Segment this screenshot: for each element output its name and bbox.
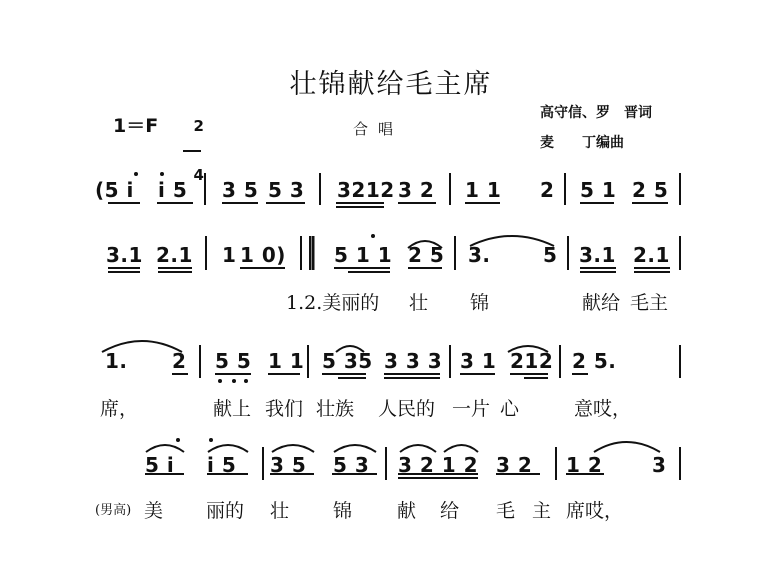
lyric: 一片 bbox=[452, 398, 491, 420]
lyric: 献 bbox=[397, 500, 417, 522]
slur bbox=[272, 445, 314, 452]
key-signature: 1＝F bbox=[113, 115, 159, 137]
notes-measure: 2 bbox=[540, 178, 555, 202]
notes-measure: i 5 bbox=[158, 178, 188, 202]
notes-measure: 5 5 bbox=[215, 349, 252, 373]
notes-measure: 5 35 bbox=[322, 349, 373, 373]
time-numerator: 2 bbox=[193, 117, 204, 135]
notes-measure: 3.1 bbox=[106, 243, 143, 267]
notes-measure: 5 3 bbox=[268, 178, 305, 202]
notes-measure: 5 1 1 bbox=[334, 243, 393, 267]
slur bbox=[594, 442, 660, 452]
notes-measure: 3 bbox=[652, 453, 667, 477]
slur bbox=[208, 445, 248, 452]
lyric: 锦 bbox=[333, 500, 353, 522]
notes-measure: 1 1 bbox=[465, 178, 502, 202]
lyric: 壮 bbox=[270, 500, 290, 522]
lyric: 壮族 bbox=[316, 398, 355, 420]
notes-measure: 3. bbox=[468, 243, 491, 267]
notes-measure: 2 5 bbox=[632, 178, 669, 202]
composer-credit: 麦 丁编曲 bbox=[540, 135, 624, 151]
notes-measure: 3 2 1 2 bbox=[398, 453, 479, 477]
lyric: 意哎， bbox=[574, 398, 632, 420]
lyric: 主 bbox=[532, 500, 552, 522]
lyric: 锦 bbox=[470, 292, 490, 314]
slur bbox=[146, 445, 184, 452]
song-title: 壮锦献给毛主席 bbox=[289, 69, 493, 100]
lyric: 心 bbox=[500, 398, 520, 420]
lyricist-credit: 高守信、罗 晋词 bbox=[540, 105, 652, 121]
notes-measure: 5 1 bbox=[580, 178, 617, 202]
notes-measure: 1. bbox=[105, 349, 128, 373]
slur bbox=[444, 445, 478, 452]
notes-measure: 3.1 bbox=[579, 243, 616, 267]
lyric: 毛主 bbox=[630, 292, 669, 314]
notes-measure: 2 bbox=[172, 349, 187, 373]
notes-measure: 3 2 bbox=[398, 178, 435, 202]
lyric: 席哎， bbox=[566, 500, 624, 522]
slur bbox=[334, 445, 376, 452]
lyric: 壮 bbox=[409, 292, 429, 314]
notes-measure: 1 bbox=[222, 243, 237, 267]
slur bbox=[400, 445, 436, 452]
voice-label: (男高) bbox=[95, 503, 132, 518]
notes-measure: 3 1 bbox=[460, 349, 497, 373]
notes-measure: 2.1 bbox=[633, 243, 670, 267]
notes-measure: 3 3 3 bbox=[384, 349, 443, 373]
lyric: 人民的 bbox=[378, 398, 436, 420]
notes-measure: 2.1 bbox=[156, 243, 193, 267]
lyric: 给 bbox=[440, 500, 460, 522]
lyric: 献上 bbox=[213, 398, 252, 420]
time-denominator: 4 bbox=[193, 166, 204, 184]
lyric: 丽的 bbox=[206, 500, 245, 522]
notes-measure: 3 2 bbox=[496, 453, 533, 477]
notes-measure: (5 i bbox=[95, 178, 134, 202]
notes-measure: i 5 bbox=[207, 453, 237, 477]
notes-measure: 3 5 bbox=[222, 178, 259, 202]
notes-measure: 1 0) bbox=[240, 243, 286, 267]
lyric: 毛 bbox=[496, 500, 516, 522]
notes-measure: 2 5. bbox=[572, 349, 617, 373]
notes-measure: 3212 bbox=[337, 178, 395, 202]
lyric: 席， bbox=[100, 398, 139, 420]
lyric: 我们 bbox=[265, 398, 304, 420]
lyric: 献给 bbox=[582, 292, 621, 314]
notes-measure: 5 3 bbox=[333, 453, 370, 477]
lyric: 美 bbox=[144, 500, 164, 522]
notes-measure: 1 2 bbox=[566, 453, 603, 477]
notes-measure: 212 bbox=[510, 349, 554, 373]
notes-measure: 5 i bbox=[145, 453, 175, 477]
performance-marking: 合唱 bbox=[353, 120, 404, 138]
notes-measure: 3 5 bbox=[270, 453, 307, 477]
notes-measure: 5 bbox=[543, 243, 558, 267]
notes-measure: 2 5 bbox=[408, 243, 445, 267]
lyric: 1.2.美丽的 bbox=[286, 292, 380, 314]
notes-measure: 1 1 bbox=[268, 349, 305, 373]
